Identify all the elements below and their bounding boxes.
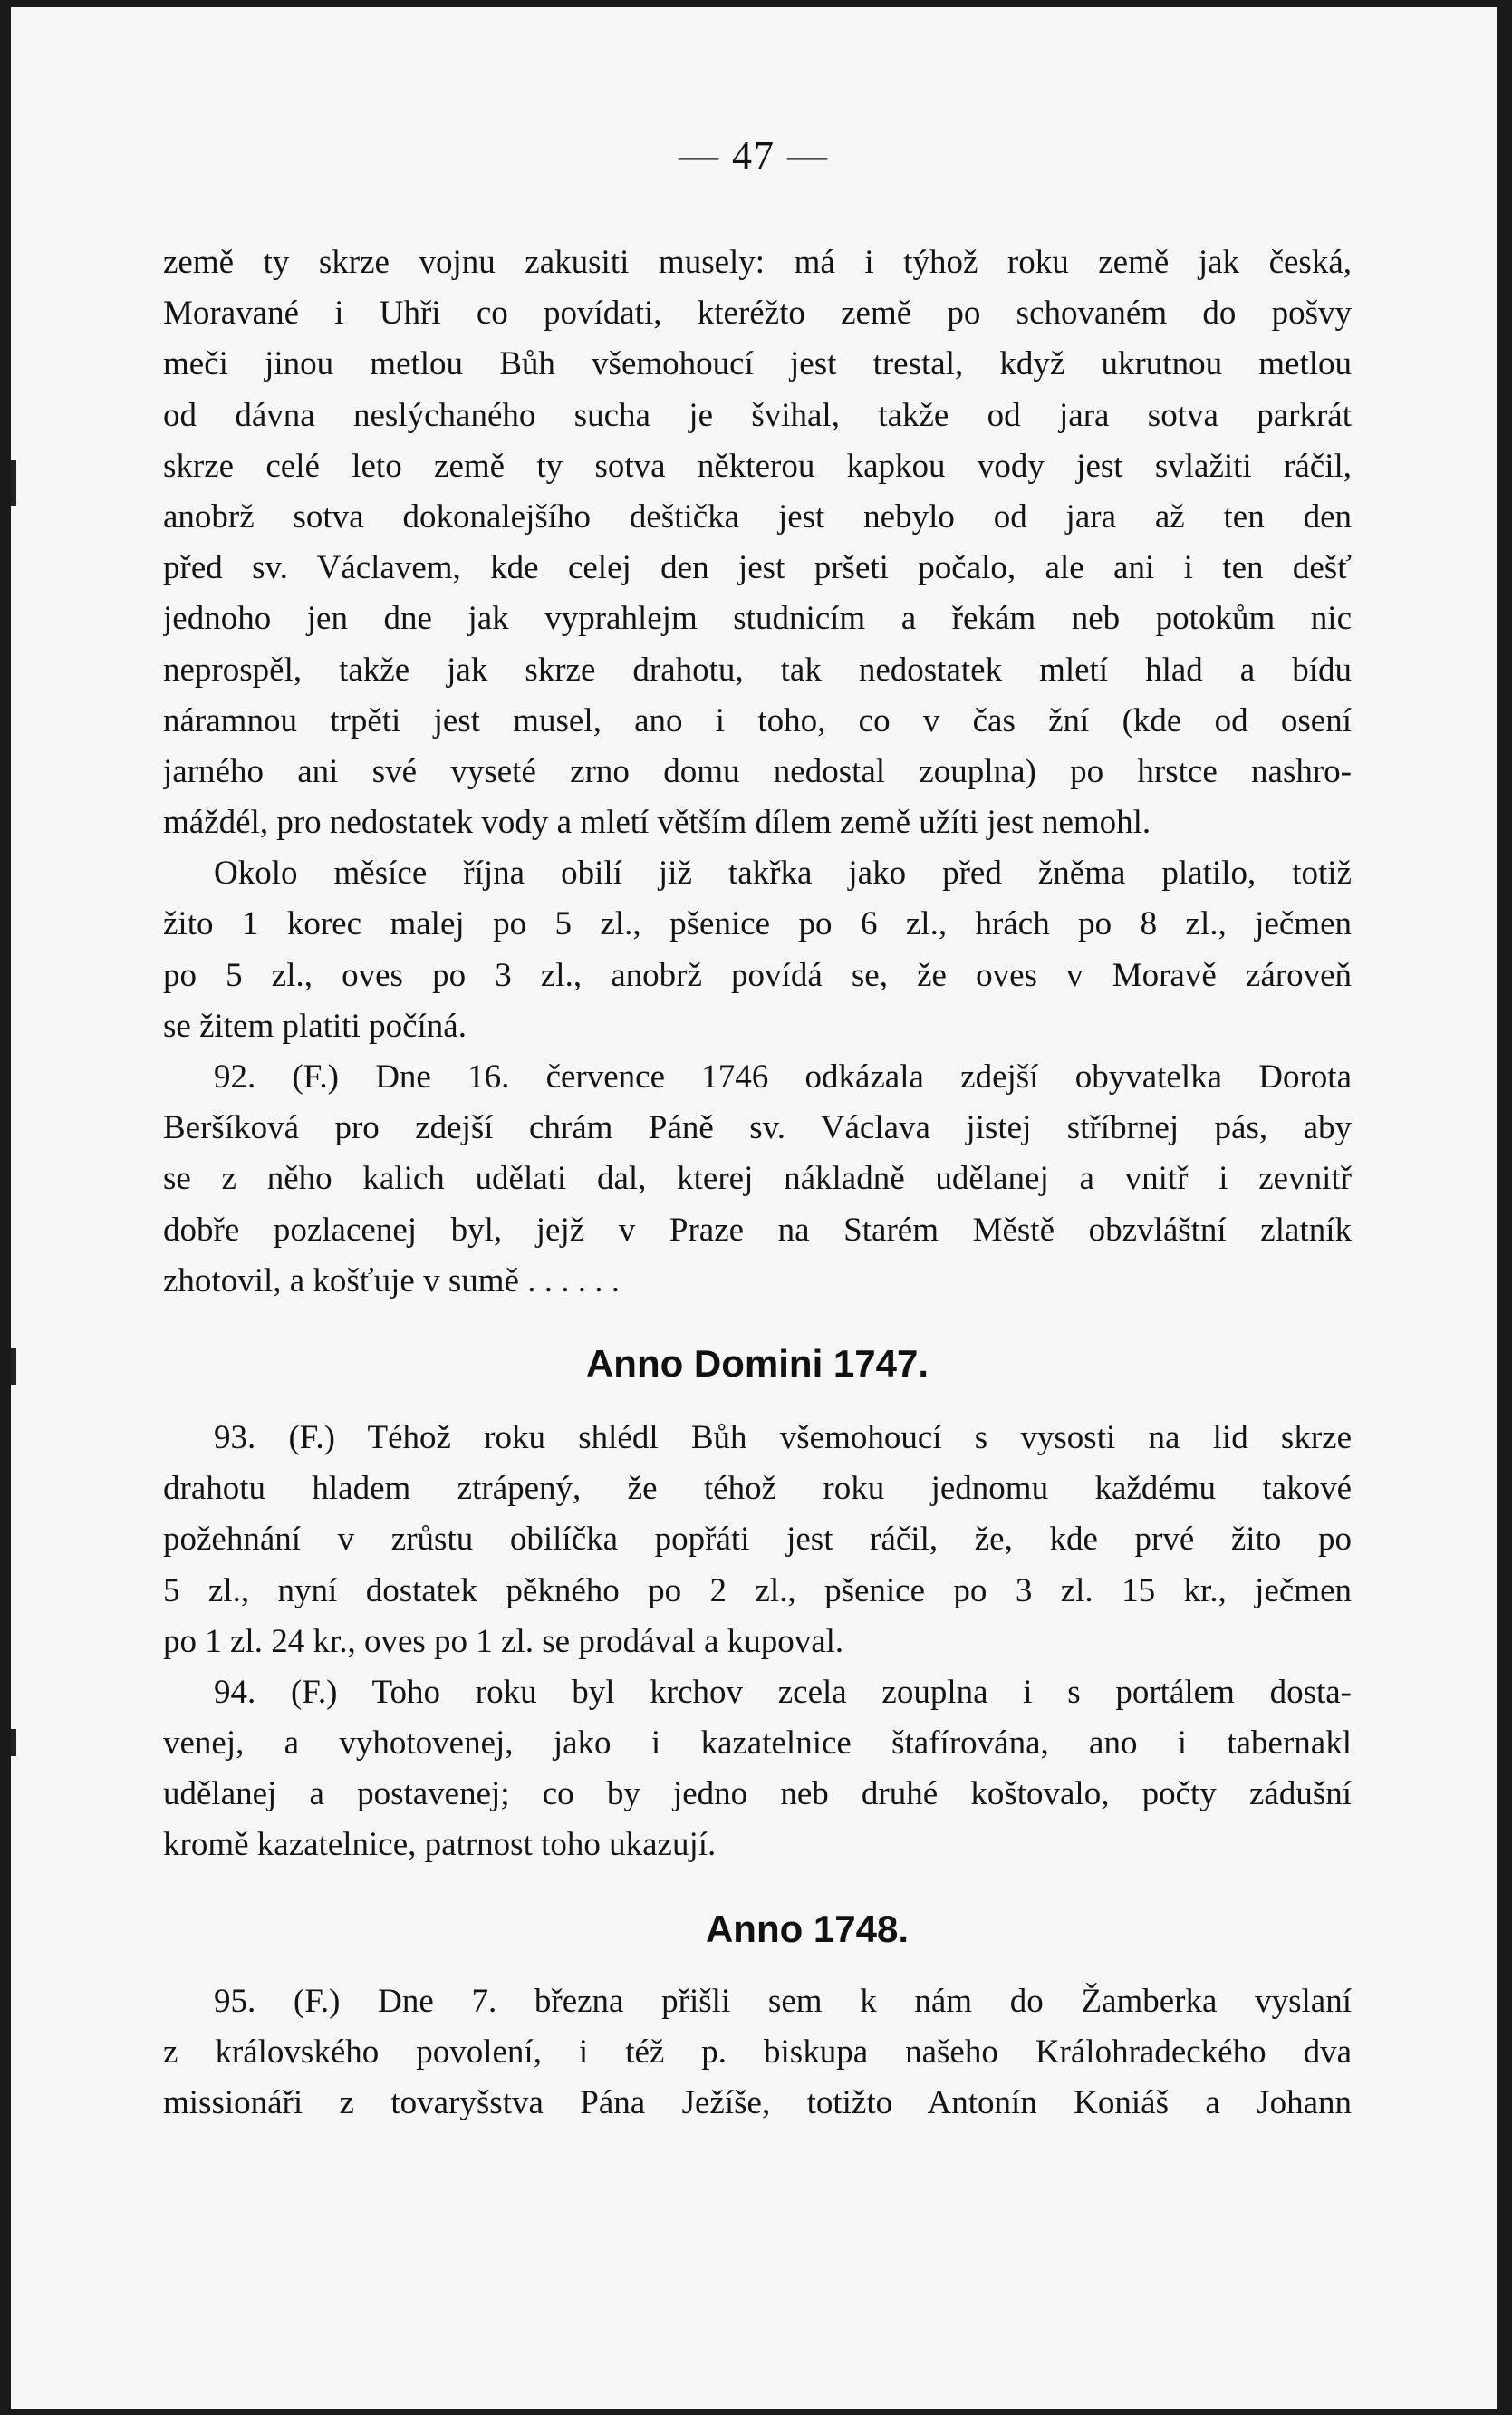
text-line: od dávna neslýchaného sucha je švihal, takže od jara sotva parkrát — [163, 396, 1352, 434]
scan-edge-mark — [11, 1348, 16, 1385]
text-line: 5 zl., nyní dostatek pěkného po 2 zl., pšenice po 3 zl. 15 kr., ječmen — [163, 1571, 1352, 1609]
text-line: 94. (F.) Toho roku byl krchov zcela zouplna i s portálem dosta- — [214, 1673, 1352, 1711]
text-line: drahotu hladem ztrápený, že téhož roku jednomu každému takové — [163, 1470, 1352, 1508]
text-line: Okolo měsíce října obilí již takřka jako před žněma platilo, totiž — [214, 855, 1352, 893]
text-line: skrze celé leto země ty sotva některou kapkou vody jest svlažiti ráčil, — [163, 447, 1352, 485]
text-line: se žitem platiti počíná. — [163, 1007, 467, 1045]
text-line: meči jinou metlou Bůh všemohoucí jest trestal, když ukrutnou metlou — [163, 345, 1352, 383]
text-line: máždél, pro nedostatek vody a mletí větším dílem země užíti jest nemohl. — [163, 804, 1151, 842]
text-line: kromě kazatelnice, patrnost toho ukazují. — [163, 1826, 717, 1864]
text-line: dobře pozlacenej byl, jejž v Praze na Starém Městě obzvláštní zlatník — [163, 1211, 1352, 1249]
text-line: anobrž sotva dokonalejšího deštička jest nebylo od jara až ten den — [163, 497, 1352, 536]
book-page — [11, 7, 1497, 2409]
text-line: po 5 zl., oves po 3 zl., anobrž povídá se, že oves v Moravě zároveň — [163, 956, 1352, 994]
text-line: jednoho jen dne jak vyprahlejm studnicím a řekám neb potokům nic — [163, 600, 1352, 638]
text-line: se z něho kalich udělati dal, kterej nákladně udělanej a vnitř i zevnitř — [163, 1160, 1352, 1198]
text-line: z královského povolení, i též p. biskupa našeho Králohradeckého dva — [163, 2033, 1352, 2071]
text-line: 93. (F.) Téhož roku shlédl Bůh všemohoucí s vysosti na lid skrze — [214, 1418, 1352, 1456]
text-line: 92. (F.) Dne 16. července 1746 odkázala zdejší obyvatelka Dorota — [214, 1058, 1352, 1096]
page-number: — 47 — — [679, 133, 829, 178]
text-body — [163, 237, 1352, 2129]
text-line: před sv. Václavem, kde celej den jest pršeti počalo, ale ani i ten dešť — [163, 549, 1352, 587]
text-line: 95. (F.) Dne 7. března přišli sem k nám do Žamberka vyslaní — [214, 1982, 1352, 2020]
text-line: Moravané i Uhři co povídati, kteréžto země po schovaném do pošvy — [163, 295, 1352, 333]
scan-edge-mark — [11, 460, 16, 506]
text-line: náramnou trpěti jest musel, ano i toho, co v čas žní (kde od osení — [163, 701, 1352, 739]
section-heading-1747: Anno Domini 1747. — [585, 1341, 929, 1385]
text-line: Beršíková pro zdejší chrám Páně sv. Václava jistej stříbrnej pás, aby — [163, 1109, 1352, 1147]
scan-edge-mark — [11, 1729, 16, 1756]
text-line: po 1 zl. 24 kr., oves po 1 zl. se prodával a kupoval. — [163, 1622, 844, 1660]
text-line: udělanej a postavenej; co by jedno neb druhé koštovalo, počty zádušní — [163, 1775, 1352, 1813]
text-line: neprospěl, takže jak skrze drahotu, tak nedostatek mletí hlad a bídu — [163, 651, 1352, 689]
text-line: země ty skrze vojnu zakusiti musely: má i týhož roku země jak česká, — [163, 244, 1352, 281]
text-line: zhotovil, a košťuje v sumě . . . . . . — [163, 1261, 620, 1299]
text-line: žito 1 korec malej po 5 zl., pšenice po 6 zl., hrách po 8 zl., ječmen — [163, 905, 1352, 943]
text-line: missionáři z tovaryšstva Pána Ježíše, totižto Antonín Koniáš a Johann — [163, 2084, 1352, 2121]
section-heading-1748: Anno 1748. — [705, 1907, 910, 1950]
text-line: venej, a vyhotovenej, jako i kazatelnice štafírována, ano i tabernakl — [163, 1724, 1352, 1763]
text-line: požehnání v zrůstu obilíčka popřáti jest ráčil, že, kde prvé žito po — [163, 1521, 1352, 1559]
text-line: jarného ani své vyseté zrno domu nedostal zouplna) po hrstce nashro- — [163, 752, 1352, 790]
